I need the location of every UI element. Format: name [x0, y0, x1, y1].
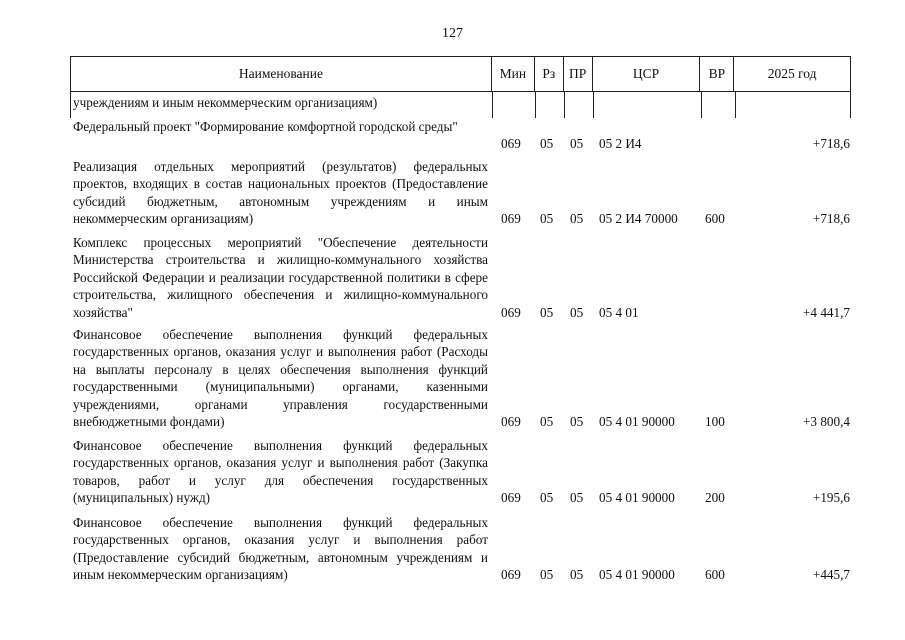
- column-separator: [492, 92, 493, 118]
- header-sum: 2025 год: [767, 66, 817, 81]
- row-pr: 05: [570, 414, 584, 429]
- row-pr: 05: [570, 490, 584, 506]
- row-rz: 05: [540, 490, 554, 506]
- row-pr: 05: [570, 211, 584, 227]
- row-rz: 05: [540, 136, 554, 152]
- header-min: Мин: [492, 57, 535, 91]
- row-sum: +718,6: [812, 211, 850, 227]
- row-min: 069: [501, 211, 521, 227]
- column-separator: [564, 92, 565, 118]
- row-vr: 600: [705, 211, 725, 227]
- row-name: Финансовое обеспечение выполнения функций федеральных государственных органов, оказания услуг и выполнения работ (Закупка товаров, работ и услуг для обеспечения государственных (муниципальных) нужд): [73, 438, 488, 506]
- row-rz: 05: [540, 567, 554, 583]
- row-rz: 05: [540, 304, 554, 320]
- row-csr: 05 4 01 90000: [599, 490, 675, 506]
- row-csr: 05 2 И4 70000: [599, 211, 678, 227]
- row-min: 069: [501, 304, 521, 320]
- row-sum: +195,6: [812, 490, 850, 506]
- column-separator: [535, 92, 536, 118]
- row-csr: 05 4 01 90000: [599, 414, 675, 429]
- header-csr: ЦСР: [593, 57, 701, 91]
- header-name: Наименование: [71, 57, 492, 91]
- row-sum: +3 800,4: [803, 414, 850, 429]
- row-csr: 05 4 01: [599, 304, 639, 320]
- row-csr: 05 4 01 90000: [599, 567, 675, 583]
- row-name: Реализация отдельных мероприятий (результатов) федеральных проектов, входящих в состав национальных проектов (Предоставление субсидий бюджетным, автономным учреждениям и иным некоммерческим организациям): [73, 159, 488, 227]
- table-header: [70, 56, 851, 92]
- continuation-text: учреждениям и иным некоммерческим организациям): [73, 95, 378, 110]
- row-rz: 05: [540, 414, 554, 429]
- page-number: 127: [442, 26, 463, 41]
- header-pr: ПР: [564, 57, 593, 91]
- row-sum: +4 441,7: [803, 304, 850, 320]
- row-pr: 05: [570, 304, 584, 320]
- row-name: Финансовое обеспечение выполнения функций федеральных государственных органов, оказания услуг и выполнения работ (Предоставление субсидий бюджетным, автономным учреждениям и иным некоммерческим организациям): [73, 515, 488, 583]
- row-sum: +718,6: [812, 136, 850, 152]
- row-name: Федеральный проект "Формирование комфортной городской среды": [73, 119, 458, 134]
- row-sum: +445,7: [812, 567, 850, 583]
- column-separator: [593, 92, 594, 118]
- row-vr: 200: [705, 490, 725, 506]
- column-separator: [735, 92, 736, 118]
- header-rz: Рз: [535, 57, 564, 91]
- column-separator: [701, 92, 702, 118]
- row-min: 069: [501, 567, 521, 583]
- row-name: Комплекс процессных мероприятий "Обеспечение деятельности Министерства строительства и жилищно-коммунального хозяйства Российской Федерации и реализации государственной политики в сфере строительства, жилищного обеспечения и жилищно-коммунального хозяйства": [73, 235, 488, 320]
- column-separator: [850, 92, 851, 118]
- row-min: 069: [501, 136, 521, 152]
- row-vr: 100: [705, 414, 725, 429]
- column-separator: [70, 92, 71, 118]
- row-vr: 600: [705, 567, 725, 583]
- row-csr: 05 2 И4: [599, 136, 642, 152]
- row-rz: 05: [540, 211, 554, 227]
- row-min: 069: [501, 490, 521, 506]
- row-name: Финансовое обеспечение выполнения функций федеральных государственных органов, оказания услуг и выполнения работ (Расходы на выплаты персоналу в целях обеспечения выполнения функций государственными (муниципальными) органами, казенными учреждениями, органами управления государственными внебюджетными фондами): [73, 327, 488, 430]
- row-min: 069: [501, 414, 521, 429]
- row-pr: 05: [570, 567, 584, 583]
- header-vr: ВР: [700, 57, 734, 91]
- row-pr: 05: [570, 136, 584, 152]
